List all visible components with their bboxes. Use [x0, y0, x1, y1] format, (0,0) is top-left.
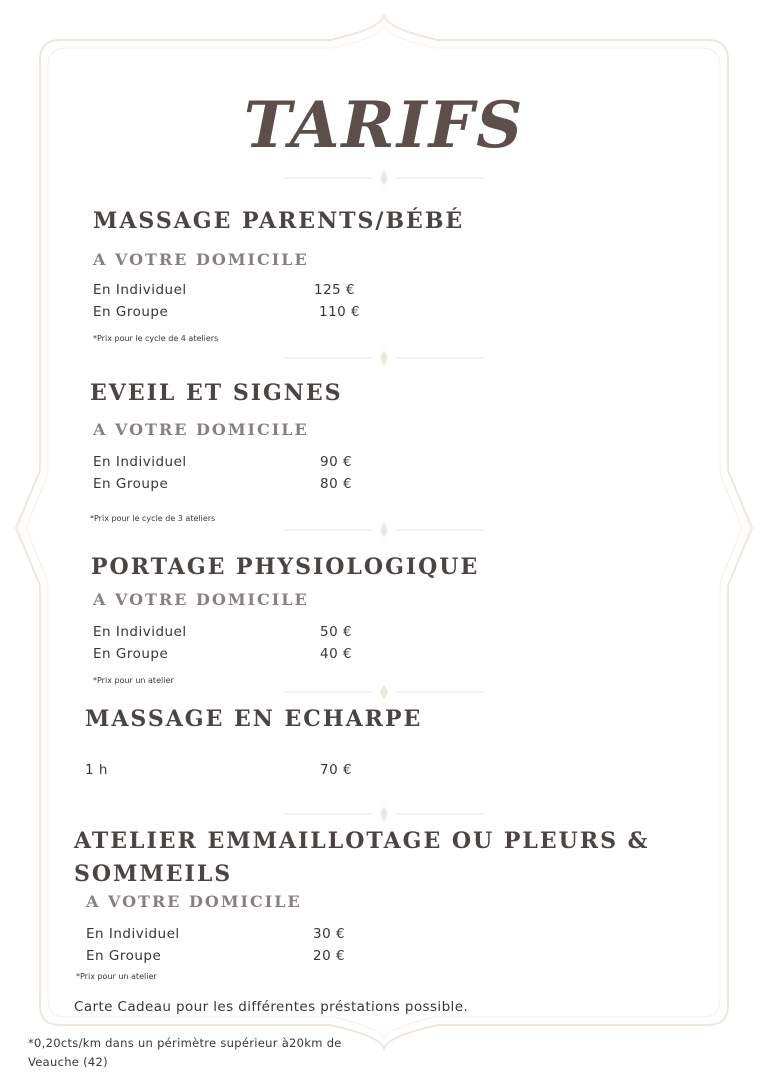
- section-heading: MASSAGE EN ECHARPE: [85, 706, 423, 732]
- section-heading: ATELIER EMMAILLOTAGE OU PLEURS &: [74, 828, 650, 854]
- footnote-line: *0,20cts/km dans un périmètre supérieur à20km de: [28, 1036, 342, 1050]
- footnote-line: Veauche (42): [28, 1055, 108, 1069]
- divider-ornament: [284, 522, 484, 538]
- price-note: *Prix pour un atelier: [76, 972, 157, 981]
- section-subheading: A VOTRE DOMICILE: [93, 250, 309, 269]
- section-heading: EVEIL ET SIGNES: [90, 380, 343, 406]
- gift-card-text: Carte Cadeau pour les différentes préstations possible.: [74, 999, 469, 1015]
- price-value: 110 €: [319, 304, 361, 320]
- price-value: 30 €: [313, 926, 346, 942]
- section-heading: PORTAGE PHYSIOLOGIQUE: [91, 554, 480, 580]
- price-value: 50 €: [320, 624, 353, 640]
- price-label: En Groupe: [93, 476, 169, 492]
- price-label: En Individuel: [86, 926, 180, 942]
- price-label: En Groupe: [86, 948, 162, 964]
- divider-ornament: [284, 350, 484, 366]
- price-label: 1 h: [85, 762, 108, 778]
- price-value: 90 €: [320, 454, 353, 470]
- section-subheading: A VOTRE DOMICILE: [86, 892, 302, 911]
- page-title: TARIFS: [243, 88, 525, 163]
- price-label: En Individuel: [93, 454, 187, 470]
- section-heading: MASSAGE PARENTS/BÉBÉ: [93, 208, 465, 234]
- section-subheading: A VOTRE DOMICILE: [93, 420, 309, 439]
- price-label: En Groupe: [93, 646, 169, 662]
- section-heading-continued: SOMMEILS: [74, 861, 233, 887]
- section-subheading: A VOTRE DOMICILE: [93, 590, 309, 609]
- price-note: *Prix pour le cycle de 3 ateliers: [90, 514, 216, 523]
- divider-ornament: [284, 170, 484, 186]
- price-label: En Groupe: [93, 304, 169, 320]
- price-value: 80 €: [320, 476, 353, 492]
- price-note: *Prix pour le cycle de 4 ateliers: [93, 334, 219, 343]
- price-value: 70 €: [320, 762, 353, 778]
- price-value: 40 €: [320, 646, 353, 662]
- price-label: En Individuel: [93, 624, 187, 640]
- divider-ornament: [284, 806, 484, 822]
- price-note: *Prix pour un atelier: [93, 676, 174, 685]
- price-value: 20 €: [313, 948, 346, 964]
- price-value: 125 €: [314, 282, 356, 298]
- divider-ornament: [284, 684, 484, 700]
- price-label: En Individuel: [93, 282, 187, 298]
